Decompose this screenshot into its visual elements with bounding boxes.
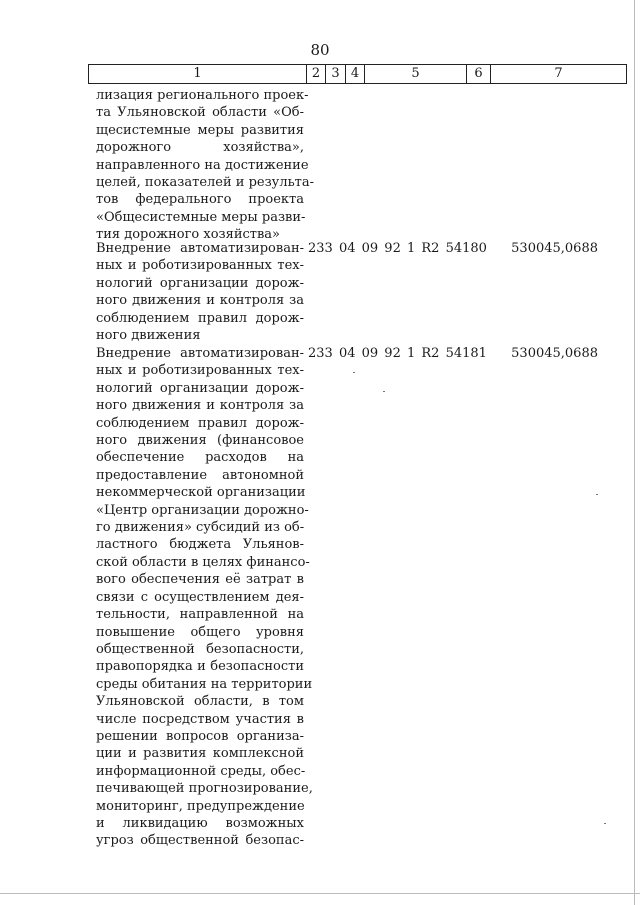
scan-edge	[0, 893, 640, 894]
text-line: нологий организации дорож-	[96, 380, 304, 396]
text-line: повышение общего уровня	[96, 624, 304, 640]
row-description	[96, 87, 314, 244]
text-line: ного движения (финансовое	[96, 433, 304, 449]
text-line: решении вопросов организа-	[96, 728, 304, 744]
text-line: ской области в целях финансо-	[96, 554, 310, 570]
text-line: правопорядка и безопасности	[96, 659, 304, 675]
text-line: соблюдением правил дорож-	[96, 310, 304, 326]
table-header	[88, 64, 627, 84]
text-line: Внедрение автоматизирован-	[96, 241, 304, 256]
header-col-1: 1	[89, 65, 307, 84]
text-line: вого обеспечения её затрат в	[96, 572, 304, 588]
budget-classification-code: 233 04 09 92 1 R2 54181	[308, 346, 487, 361]
scan-speck	[596, 494, 598, 495]
amount-value: 530045,0688	[511, 346, 598, 361]
scan-speck	[604, 823, 606, 824]
header-col-4: 4	[346, 65, 365, 84]
scan-speck	[383, 391, 385, 392]
text-line: ного движения	[96, 328, 201, 344]
text-line: среды обитания на территории	[96, 676, 313, 692]
text-line: «Центр организации дорожно-	[96, 502, 309, 518]
text-line: щесистемные меры развития	[96, 122, 304, 138]
text-line: та Ульяновской области «Об-	[96, 105, 304, 121]
text-line: общественной безопасности,	[96, 641, 304, 657]
text-line: некоммерческой организации	[96, 485, 306, 501]
text-line: связи с осуществлением дея-	[96, 589, 304, 605]
header-col-5: 5	[365, 65, 467, 84]
text-line: ных и роботизированных тех-	[96, 258, 304, 274]
text-line: дорожного хозяйства»,	[96, 140, 304, 156]
scan-edge	[634, 0, 635, 905]
text-line: ного движения и контроля за	[96, 398, 304, 414]
text-line: угроз общественной безопас-	[96, 833, 304, 849]
text-line: предоставление автономной	[96, 467, 304, 483]
row-description	[96, 345, 313, 850]
row-description	[96, 240, 304, 344]
header-col-3: 3	[326, 65, 346, 84]
text-line: тия дорожного хозяйства»	[96, 227, 280, 243]
text-line: мониторинг, предупреждение	[96, 798, 305, 814]
header-col-7: 7	[491, 65, 627, 84]
text-line: целей, показателей и результа-	[96, 175, 314, 191]
header-col-6: 6	[467, 65, 491, 84]
text-line: и ликвидацию возможных	[96, 815, 304, 831]
text-line: печивающей прогнозирование,	[96, 781, 313, 797]
text-line: Внедрение автоматизирован-	[96, 346, 304, 361]
text-line: направленного на достижение	[96, 157, 309, 173]
text-line: ции и развития комплексной	[96, 746, 304, 762]
header-col-2: 2	[307, 65, 326, 84]
budget-classification-code: 233 04 09 92 1 R2 54180	[308, 241, 487, 256]
text-line: ного движения и контроля за	[96, 293, 304, 309]
text-line: ных и роботизированных тех-	[96, 363, 304, 379]
scan-speck	[353, 372, 355, 373]
text-line: информационной среды, обес-	[96, 763, 306, 779]
text-line: «Общесистемные меры разви-	[96, 209, 306, 225]
text-line: соблюдением правил дорож-	[96, 415, 304, 431]
text-line: ластного бюджета Ульянов-	[96, 537, 304, 553]
text-line: тельности, направленной на	[96, 607, 304, 623]
text-line: обеспечение расходов на	[96, 450, 304, 466]
text-line: Ульяновской области, в том	[96, 694, 304, 710]
page-number: 80	[310, 41, 330, 59]
text-line: лизация регионального проек-	[96, 88, 309, 103]
text-line: тов федерального проекта	[96, 192, 304, 208]
text-line: числе посредством участия в	[96, 711, 304, 727]
amount-value: 530045,0688	[511, 241, 598, 256]
text-line: го движения» субсидий из об-	[96, 520, 305, 536]
text-line: нологий организации дорож-	[96, 275, 304, 291]
